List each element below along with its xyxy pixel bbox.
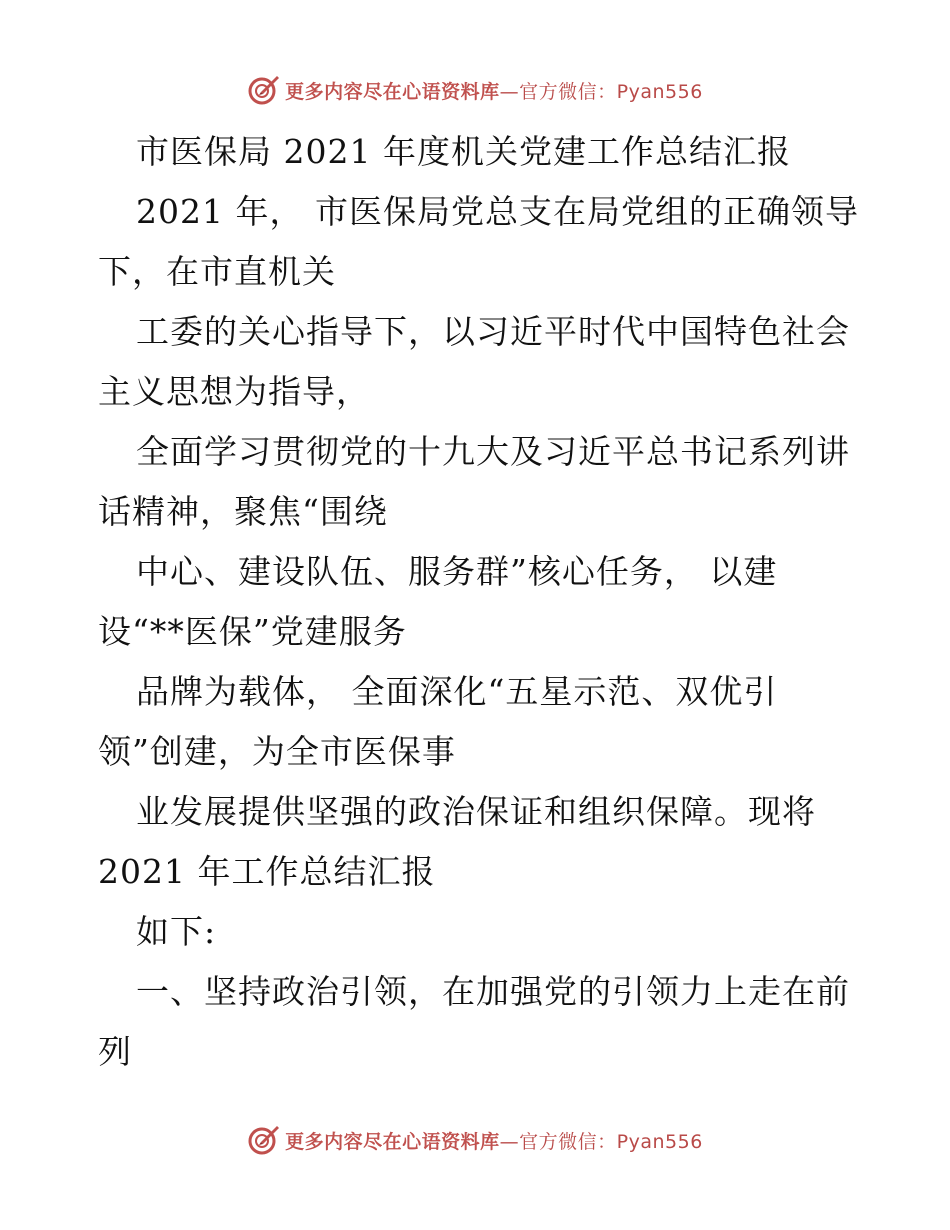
banner-text: 更多内容尽在心语资料库—官方微信：Pyan556: [285, 80, 703, 103]
doc-line: 列: [98, 1032, 132, 1071]
doc-line: 2021 年工作总结汇报: [98, 852, 436, 891]
doc-line: 主义思想为指导，: [98, 372, 370, 411]
doc-line: 中心、建设队伍、服务群”核心任务， 以建: [136, 552, 778, 591]
footer-banner: [0, 1122, 950, 1158]
doc-line: 业发展提供坚强的政治保证和组织保障。现将: [136, 792, 816, 831]
header-banner: [0, 72, 950, 108]
doc-title: 市医保局 2021 年度机关党建工作总结汇报: [136, 132, 791, 171]
doc-line: 全面学习贯彻党的十九大及习近平总书记系列讲: [136, 432, 850, 471]
doc-line: 工委的关心指导下，以习近平时代中国特色社会: [136, 312, 850, 351]
doc-line: 下，在市直机关: [98, 252, 336, 291]
doc-line: 品牌为载体， 全面深化“五星示范、双优引: [136, 672, 778, 711]
banner-text: 更多内容尽在心语资料库—官方微信：Pyan556: [285, 1130, 703, 1153]
pen-logo-icon: [247, 73, 281, 107]
document-body: [98, 122, 858, 1082]
doc-line: 话精神，聚焦“围绕: [98, 492, 388, 531]
pen-logo-icon: [247, 1123, 281, 1157]
doc-line: 设“**医保”党建服务: [98, 612, 407, 651]
section-heading: 一、坚持政治引领，在加强党的引领力上走在前: [136, 972, 850, 1011]
doc-line: 2021 年， 市医保局党总支在局党组的正确领导: [136, 192, 859, 231]
doc-line: 如下:: [136, 912, 217, 951]
doc-line: 领”创建，为全市医保事: [98, 732, 456, 771]
